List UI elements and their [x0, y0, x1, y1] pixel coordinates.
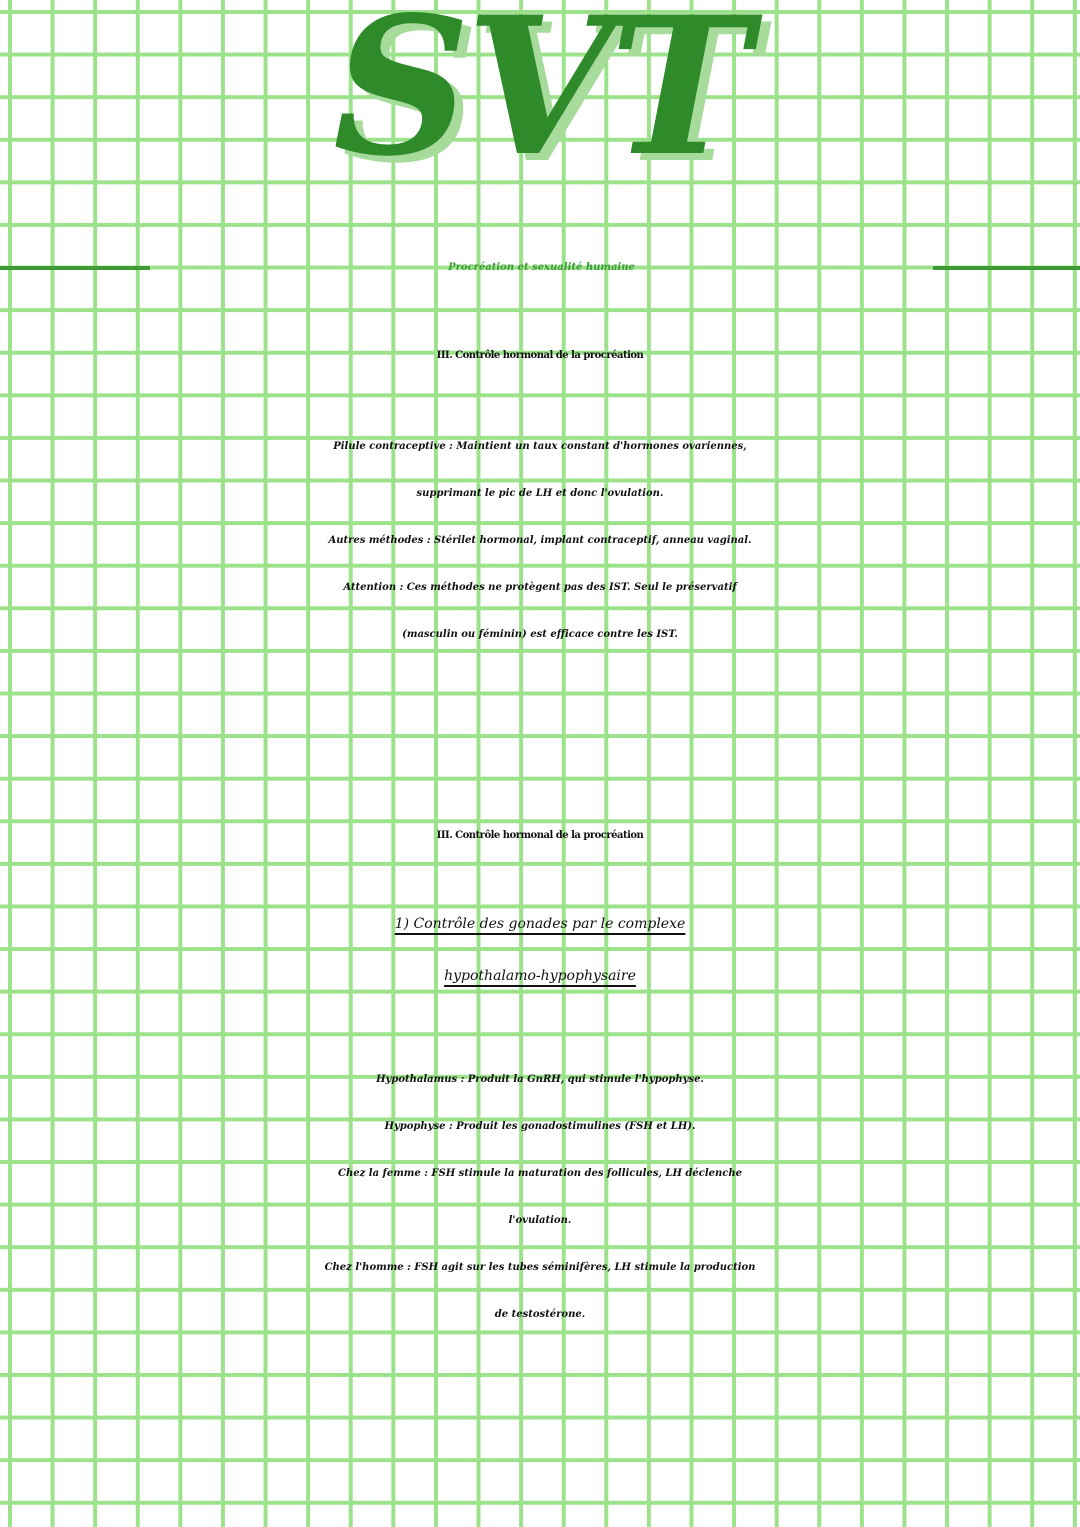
section-2-heading: III. Contrôle hormonal de la procréation [436, 830, 644, 841]
section-2-line: Chez l'homme : FSH agit sur les tubes séminifères, LH stimule la production [324, 1262, 756, 1273]
page-logo: SVT [332, 0, 747, 198]
section-2-line: Chez la femme : FSH stimule la maturation des follicules, LH déclenche [338, 1168, 742, 1179]
subsection-heading [0, 898, 1080, 1002]
section-1-line: Attention : Ces méthodes ne protègent pas des IST. Seul le préservatif [343, 582, 737, 593]
subsection-heading-line-2: hypothalamo-hypophysaire [444, 968, 636, 984]
subtitle-rule-right [933, 266, 1080, 270]
section-2-text [6, 1056, 1074, 1338]
section-1-line: supprimant le pic de LH et donc l'ovulation. [416, 488, 664, 499]
section-1-line: (masculin ou féminin) est efficace contre les IST. [402, 629, 678, 640]
section-1-heading: III. Contrôle hormonal de la procréation [436, 350, 644, 361]
section-1-text [6, 423, 1074, 658]
section-2-line: Hypophyse : Produit les gonadostimulines (FSH et LH). [384, 1121, 696, 1132]
section-2-line: l'ovulation. [508, 1215, 572, 1226]
subsection-heading-line-1: 1) Contrôle des gonades par le complexe [394, 916, 686, 932]
section-2-line: de testostérone. [494, 1309, 586, 1320]
page-subtitle: Procréation et sexualité humaine [448, 262, 635, 273]
section-2-line: Hypothalamus : Produit la GnRH, qui stimule l'hypophyse. [376, 1074, 704, 1085]
subtitle-rule-left [0, 266, 150, 270]
section-1-line: Pilule contraceptive : Maintient un taux constant d'hormones ovariennes, [333, 441, 747, 452]
section-1-line: Autres méthodes : Stérilet hormonal, implant contraceptif, anneau vaginal. [328, 535, 752, 546]
